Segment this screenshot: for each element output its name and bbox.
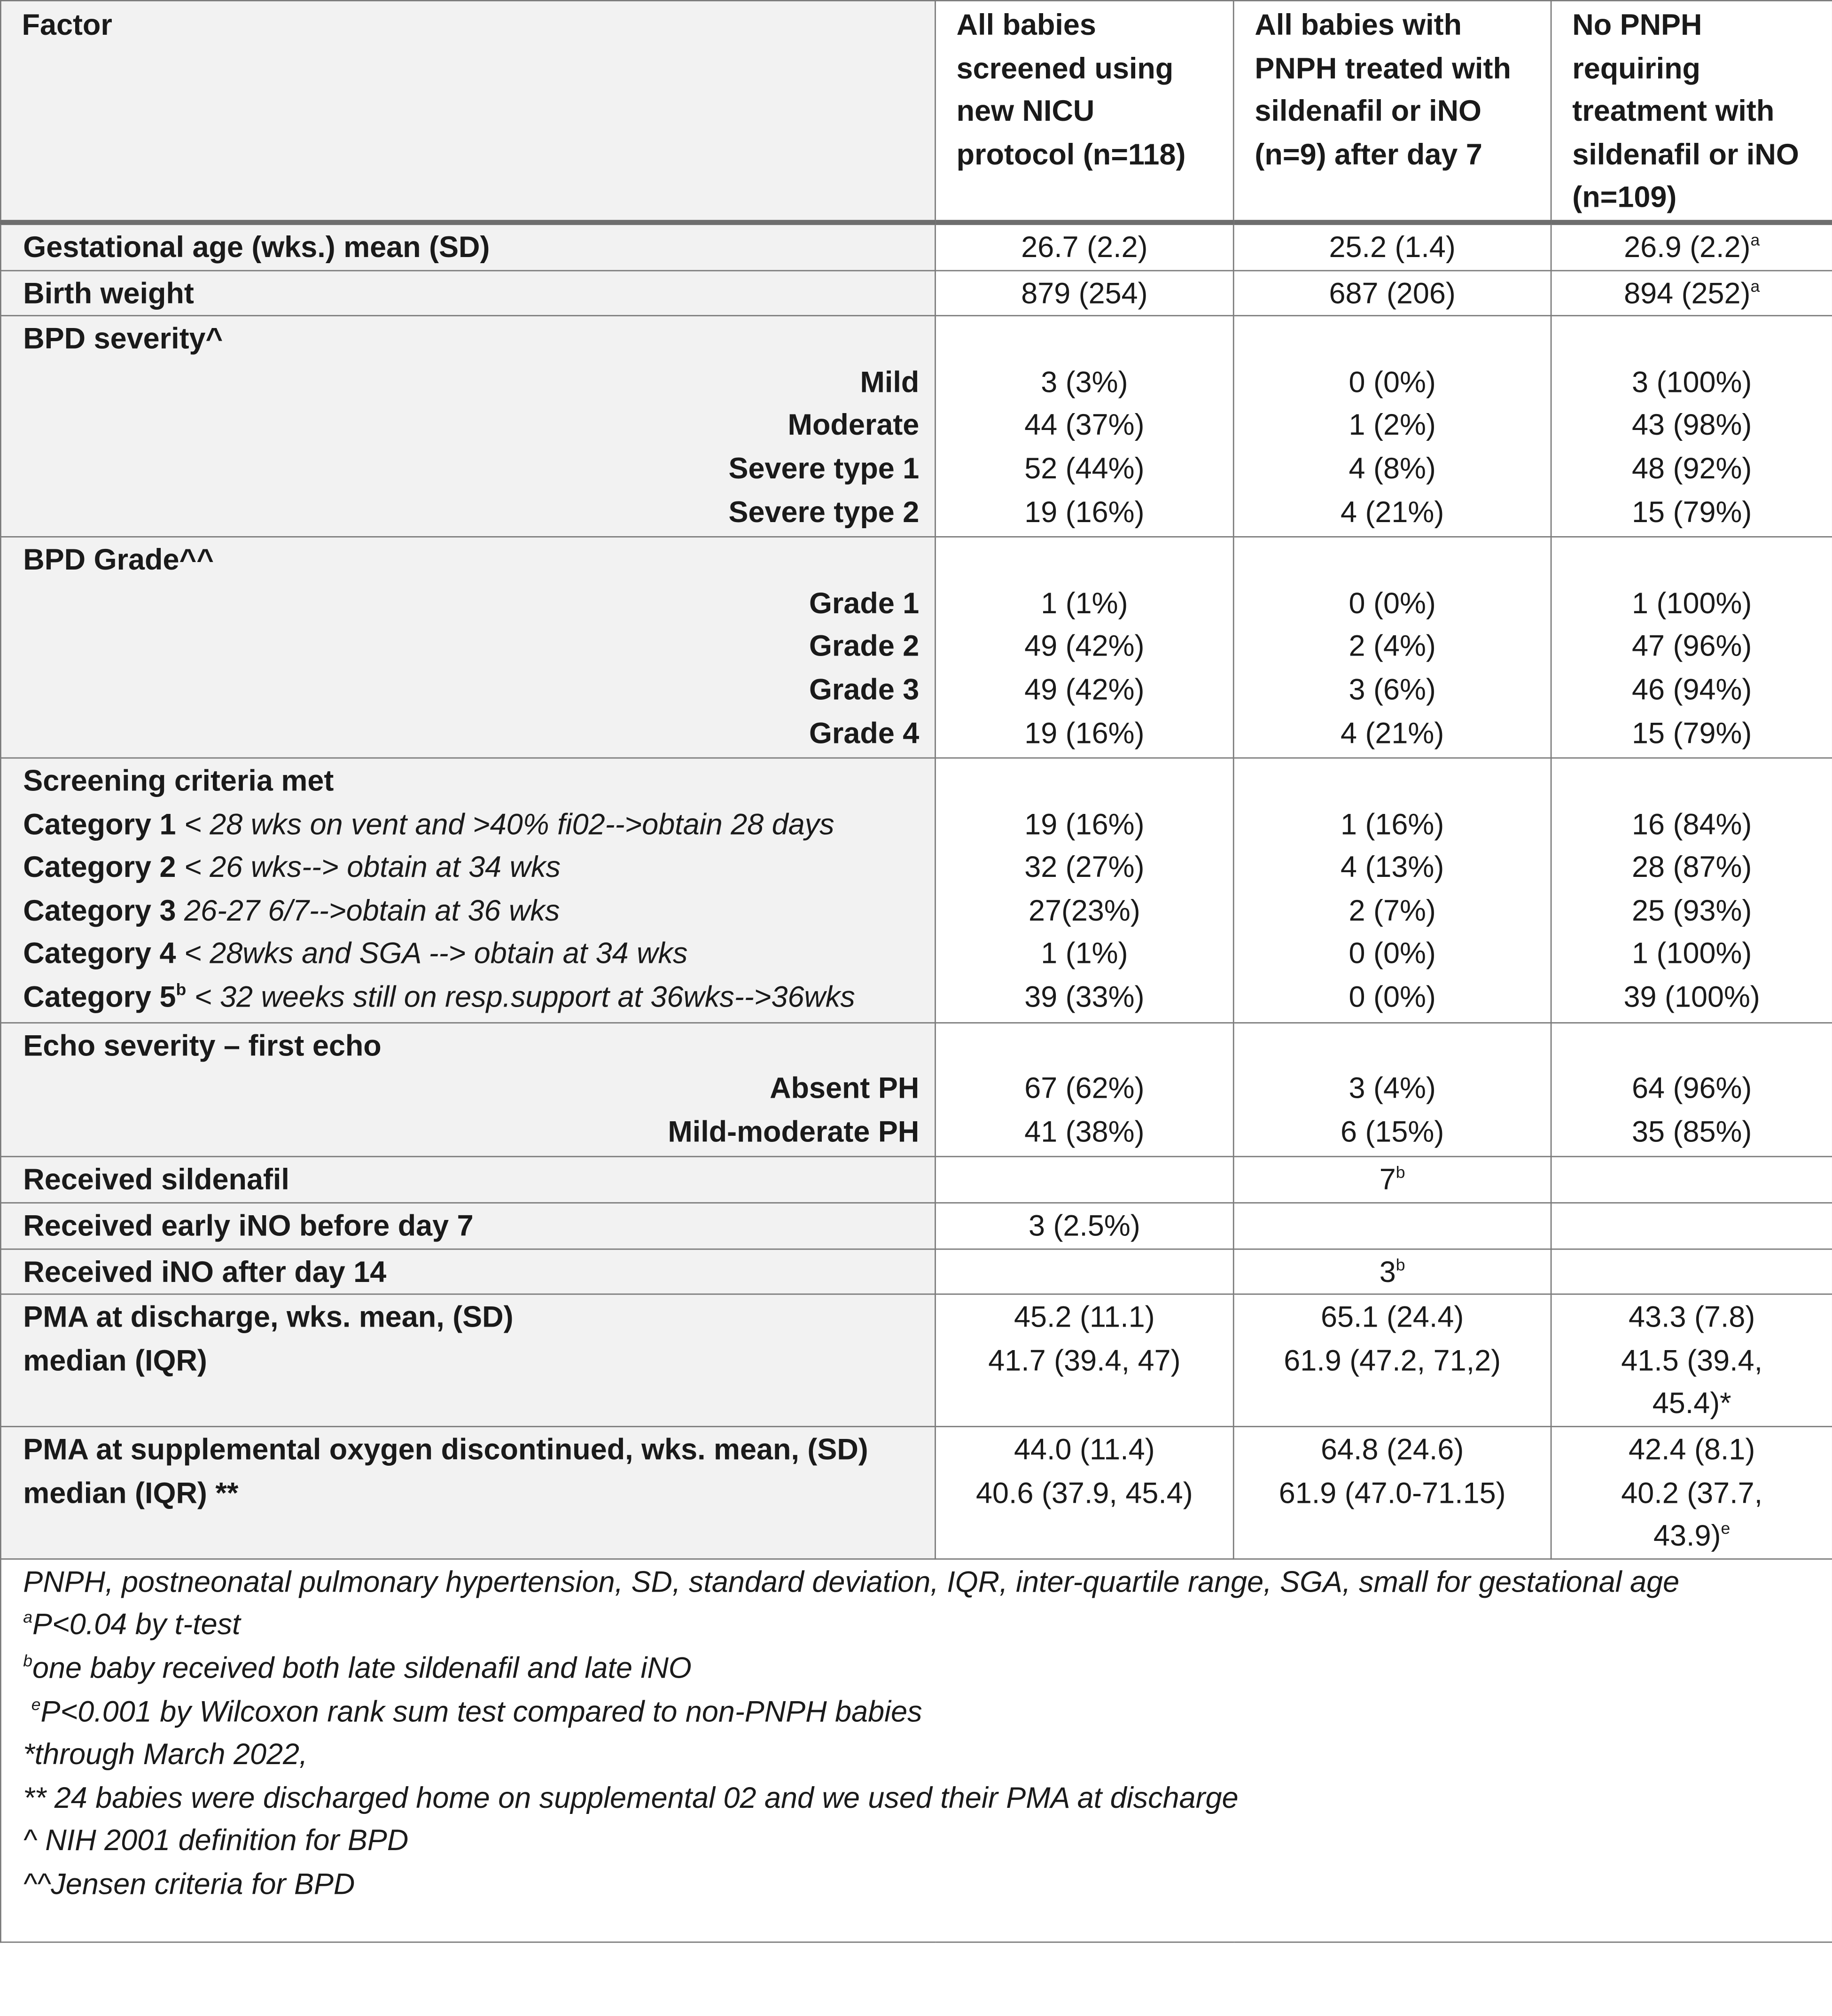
value-text: 3: [1379, 1254, 1396, 1288]
sub-label: Mild-moderate PH: [668, 1114, 920, 1148]
value-cell: [935, 1249, 1234, 1294]
value-text: 1 (1%): [1041, 586, 1128, 620]
value-cell: 879 (254): [935, 270, 1234, 316]
sub-label: Severe type 1: [728, 451, 920, 485]
footnotes: [0, 1559, 1832, 1942]
footnote-text: P<0.04 by t-test: [32, 1608, 241, 1641]
value-text: 19 (16%): [1024, 494, 1145, 528]
value-cell: [1551, 1249, 1832, 1294]
bpd-severity-cell: [0, 316, 935, 537]
header-row: [0, 0, 1832, 222]
section-label: Echo severity – first echo: [23, 1028, 382, 1062]
category-name: Category 3: [23, 893, 176, 927]
criterion-line: [23, 933, 922, 976]
value-text: 39 (100%): [1623, 980, 1760, 1014]
footnote-mark: b: [23, 1651, 33, 1671]
value-text: 64 (96%): [1632, 1071, 1752, 1105]
value-cell: 3 (2.5%): [935, 1203, 1234, 1249]
row-label: Gestational age (wks.) mean (SD): [0, 222, 935, 270]
value-text: 1 (16%): [1340, 807, 1444, 841]
row-label: Received early iNO before day 7: [0, 1203, 935, 1249]
value-text: 7: [1379, 1163, 1396, 1196]
value-cell: [935, 537, 1234, 758]
early-ino-row: [0, 1203, 1832, 1249]
criterion-line: [23, 976, 922, 1019]
value-text: 67 (62%): [1024, 1071, 1145, 1105]
echo-cell: [0, 1023, 935, 1157]
value-cell: [1551, 1157, 1832, 1203]
criterion-line: [23, 890, 922, 933]
value-text: 15 (79%): [1632, 494, 1752, 528]
row-label: PMA at discharge, wks. mean, (SD): [23, 1300, 514, 1334]
value-cell: 687 (206): [1233, 270, 1551, 316]
value-text: 1 (100%): [1632, 937, 1752, 970]
value-text: 6 (15%): [1340, 1114, 1444, 1148]
footnote-mark: a: [1750, 276, 1760, 296]
value-text: 44.0 (11.4): [1014, 1432, 1155, 1466]
value-text: 0 (0%): [1349, 980, 1436, 1014]
row-label: median (IQR): [23, 1343, 207, 1377]
value-text: 27(23%): [1028, 893, 1140, 927]
sub-label: Grade 3: [809, 672, 920, 706]
value-cell: [1233, 1023, 1551, 1157]
pma-discharge-cell: [0, 1294, 935, 1426]
value-text: 1 (1%): [1041, 937, 1128, 970]
value-text: 1 (2%): [1349, 408, 1436, 442]
value-cell: [935, 316, 1234, 537]
footnotes-row: [0, 1559, 1832, 1942]
value-text: 16 (84%): [1632, 807, 1752, 841]
value-text: 42.4 (8.1): [1628, 1432, 1755, 1466]
value-cell: [1233, 537, 1551, 758]
value-text: 43.9): [1653, 1518, 1721, 1552]
value-text: 32 (27%): [1024, 850, 1145, 884]
value-text: 41.5 (39.4,: [1621, 1343, 1763, 1377]
screening-criteria-row: [0, 758, 1832, 1022]
late-ino-row: [0, 1249, 1832, 1294]
value-text: 25 (93%): [1632, 893, 1752, 927]
pma-oxygen-row: [0, 1427, 1832, 1559]
sub-label: Absent PH: [770, 1071, 920, 1105]
value-text: 894 (252): [1624, 276, 1751, 310]
value-text: 3 (4%): [1349, 1071, 1436, 1105]
sub-label: Grade 4: [809, 715, 920, 749]
value-cell: [1233, 1157, 1551, 1203]
value-text: 3 (6%): [1349, 672, 1436, 706]
footnote-double-star: ** 24 babies were discharged home on supplemental 02 and we used their PMA at discharge: [23, 1780, 1239, 1814]
value-text: 2 (4%): [1349, 629, 1436, 663]
footnote-e: [23, 1690, 1793, 1734]
bpd-severity-row: [0, 316, 1832, 537]
value-text: 4 (8%): [1349, 451, 1436, 485]
section-label: BPD Grade^^: [23, 542, 214, 577]
header-pnph-treated: All babies with PNPH treated with sildenafil or iNO (n=9) after day 7: [1233, 0, 1551, 222]
value-cell: [935, 1023, 1234, 1157]
footnote-text: P<0.001 by Wilcoxon rank sum test compared to non-PNPH babies: [40, 1694, 922, 1728]
value-cell: [1551, 316, 1832, 537]
value-cell: [1233, 316, 1551, 537]
value-text: 19 (16%): [1024, 807, 1145, 841]
sub-label: Grade 2: [809, 629, 920, 663]
section-label: Screening criteria met: [23, 764, 334, 797]
value-text: 52 (44%): [1024, 451, 1145, 485]
bpd-grade-cell: [0, 537, 935, 758]
value-cell: [1551, 270, 1832, 316]
value-text: 40.6 (37.9, 45.4): [975, 1475, 1193, 1509]
value-text: 46 (94%): [1632, 672, 1752, 706]
sub-label: Mild: [860, 365, 920, 399]
footnote-mark: e: [31, 1694, 41, 1714]
category-desc: 26-27 6/7-->obtain at 36 wks: [176, 893, 560, 927]
value-cell: [1233, 1203, 1551, 1249]
value-cell: [935, 758, 1234, 1022]
value-text: 0 (0%): [1349, 937, 1436, 970]
pma-oxygen-cell: [0, 1427, 935, 1559]
value-cell: [1551, 1294, 1832, 1426]
footnote-text: one baby received both late sildenafil and late iNO: [32, 1651, 692, 1685]
value-text: 4 (13%): [1340, 850, 1444, 884]
birth-weight-row: [0, 270, 1832, 316]
gestational-age-row: [0, 222, 1832, 270]
footnote-double-caret: ^^Jensen criteria for BPD: [23, 1867, 355, 1900]
value-cell: [935, 1294, 1234, 1426]
criterion-line: [23, 846, 922, 890]
value-cell: [1551, 1427, 1832, 1559]
footnote-abbreviations: PNPH, postneonatal pulmonary hypertension, SD, standard deviation, IQR, inter-quartile range, SGA, small for gestational age: [23, 1564, 1680, 1598]
category-name: Category 4: [23, 937, 176, 970]
value-cell: [1551, 758, 1832, 1022]
category-desc: < 28 wks on vent and >40% fi02-->obtain 28 days: [176, 807, 834, 841]
footnote-mark: a: [1750, 230, 1760, 250]
value-cell: [935, 1157, 1234, 1203]
bpd-grade-row: [0, 537, 1832, 758]
sub-label: Severe type 2: [728, 494, 920, 528]
header-all-babies: All babies screened using new NICU protocol (n=118): [935, 0, 1234, 222]
value-cell: [1233, 1427, 1551, 1559]
value-text: 48 (92%): [1632, 451, 1752, 485]
value-text: 26.9 (2.2): [1624, 230, 1751, 264]
footnote-mark: b: [1395, 1254, 1405, 1274]
value-text: 41 (38%): [1024, 1114, 1145, 1148]
row-label: PMA at supplemental oxygen discontinued, wks. mean, (SD): [23, 1432, 868, 1466]
value-text: 3 (3%): [1041, 365, 1128, 399]
value-cell: [1233, 1249, 1551, 1294]
footnote-mark: a: [23, 1608, 33, 1627]
value-cell: 26.7 (2.2): [935, 222, 1234, 270]
value-text: 39 (33%): [1024, 980, 1145, 1014]
value-text: 3 (100%): [1632, 365, 1752, 399]
value-text: 15 (79%): [1632, 715, 1752, 749]
category-name: Category 2: [23, 850, 176, 884]
value-text: 28 (87%): [1632, 850, 1752, 884]
value-text: 64.8 (24.6): [1321, 1432, 1464, 1466]
footnote-mark: b: [1395, 1163, 1405, 1182]
value-cell: [935, 1427, 1234, 1559]
value-text: 0 (0%): [1349, 586, 1436, 620]
footnote-b: [23, 1647, 1793, 1690]
header-no-pnph: No PNPH requiring treatment with sildenafil or iNO (n=109): [1551, 0, 1832, 222]
criterion-line: [23, 803, 922, 846]
value-text: 49 (42%): [1024, 672, 1145, 706]
value-cell: 25.2 (1.4): [1233, 222, 1551, 270]
echo-severity-row: [0, 1023, 1832, 1157]
value-text: 1 (100%): [1632, 586, 1752, 620]
value-text: 47 (96%): [1632, 629, 1752, 663]
value-text: 45.2 (11.1): [1014, 1300, 1155, 1334]
footnote-star: *through March 2022,: [23, 1737, 308, 1771]
row-label: median (IQR) **: [23, 1475, 239, 1509]
category-desc: < 32 weeks still on resp.support at 36wks-->36wks: [186, 980, 855, 1014]
row-label: Received sildenafil: [0, 1157, 935, 1203]
pma-discharge-row: [0, 1294, 1832, 1426]
value-text: 45.4)*: [1652, 1386, 1731, 1420]
category-name: Category 5: [23, 980, 176, 1014]
value-text: 4 (21%): [1340, 494, 1444, 528]
value-text: 49 (42%): [1024, 629, 1145, 663]
row-label: Birth weight: [0, 270, 935, 316]
value-text: 41.7 (39.4, 47): [988, 1343, 1181, 1377]
value-cell: [1551, 1023, 1832, 1157]
value-text: 44 (37%): [1024, 408, 1145, 442]
received-sildenafil-row: [0, 1157, 1832, 1203]
category-desc: < 28wks and SGA --> obtain at 34 wks: [176, 937, 688, 970]
footnote-caret: ^ NIH 2001 definition for BPD: [23, 1823, 409, 1857]
header-factor: Factor: [0, 0, 935, 222]
value-text: 2 (7%): [1349, 893, 1436, 927]
row-label: Received iNO after day 14: [0, 1249, 935, 1294]
value-cell: [1551, 1203, 1832, 1249]
screening-cell: [0, 758, 935, 1022]
value-cell: [1233, 1294, 1551, 1426]
value-cell: [1233, 758, 1551, 1022]
value-text: 61.9 (47.0-71.15): [1279, 1475, 1506, 1509]
value-cell: [1551, 222, 1832, 270]
value-text: 43.3 (7.8): [1628, 1300, 1755, 1334]
value-text: 61.9 (47.2, 71,2): [1284, 1343, 1501, 1377]
value-text: 19 (16%): [1024, 715, 1145, 749]
value-text: 4 (21%): [1340, 715, 1444, 749]
sub-label: Moderate: [787, 408, 920, 442]
value-text: 0 (0%): [1349, 365, 1436, 399]
value-cell: [1551, 537, 1832, 758]
value-text: 65.1 (24.4): [1321, 1300, 1464, 1334]
footnote-mark: e: [1721, 1518, 1731, 1538]
category-name: Category 1: [23, 807, 176, 841]
value-text: 35 (85%): [1632, 1114, 1752, 1148]
sub-label: Grade 1: [809, 586, 920, 620]
category-desc: < 26 wks--> obtain at 34 wks: [176, 850, 561, 884]
footnote-mark: b: [176, 980, 187, 1000]
value-text: 43 (98%): [1632, 408, 1752, 442]
section-label: BPD severity^: [23, 321, 223, 355]
footnote-a: [23, 1604, 1793, 1647]
value-text: 40.2 (37.7,: [1621, 1475, 1763, 1509]
